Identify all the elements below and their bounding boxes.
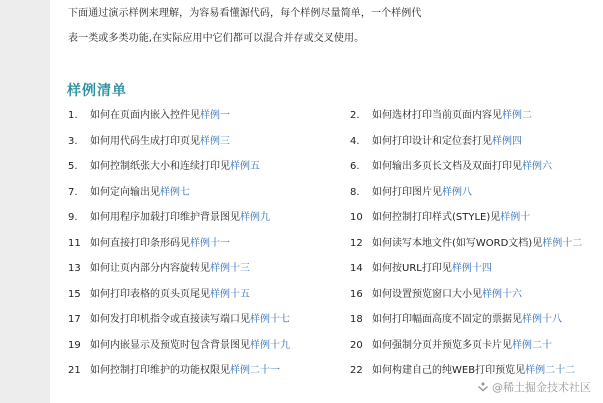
item-description: 如何控制打印维护的功能权限见	[90, 365, 230, 376]
item-description: 如何内嵌显示及预览时包含背景图见	[90, 339, 250, 351]
item-text	[90, 262, 250, 276]
item-number: 4.	[350, 135, 360, 147]
example-link[interactable]: 样例六	[522, 161, 552, 172]
item-description: 如何让页内部分内容旋转见	[90, 263, 210, 274]
item-description: 如何构建自己的纯WEB打印预览见	[372, 365, 526, 376]
example-link[interactable]: 样例二	[502, 110, 532, 121]
watermark	[477, 379, 591, 395]
item-description: 如何控制纸张大小和连续打印见	[90, 161, 230, 172]
item-text	[372, 364, 575, 378]
item-text	[372, 211, 530, 225]
item-text	[372, 288, 522, 302]
example-link[interactable]: 样例八	[442, 186, 472, 198]
item-number: 16	[350, 288, 363, 300]
item-description: 如何打印图片见	[372, 186, 442, 198]
item-description: 如何读写本地文件(如写WORD文档)见	[372, 237, 543, 249]
item-text	[372, 237, 582, 251]
example-link[interactable]: 样例七	[160, 186, 190, 198]
item-text	[90, 339, 290, 353]
item-text	[372, 160, 552, 174]
juejin-logo-icon	[477, 381, 489, 393]
item-description: 如何控制打印样式(STYLE)见	[372, 212, 501, 223]
item-number: 11	[68, 237, 81, 249]
example-link[interactable]: 样例五	[230, 161, 260, 172]
example-link[interactable]: 样例四	[492, 135, 522, 147]
item-number: 5.	[68, 161, 78, 172]
watermark-text: @稀土掘金技术社区	[492, 381, 591, 394]
item-description: 如何打印表格的页头页尾见	[90, 288, 210, 300]
item-text	[90, 160, 260, 174]
example-link[interactable]: 样例二十二	[525, 365, 576, 376]
item-description: 如何设置预览窗口大小见	[372, 288, 482, 300]
item-description: 如何定向输出见	[90, 186, 160, 198]
intro-line-1: 下面通过演示样例来理解，为容易看懂源代码，每个样例尽量简单，一个样例代	[68, 8, 422, 19]
item-number: 15	[68, 288, 81, 300]
item-number: 10	[350, 212, 363, 223]
example-link[interactable]: 样例十四	[451, 263, 492, 274]
example-link[interactable]: 样例十八	[522, 314, 562, 325]
example-link[interactable]: 样例十七	[250, 314, 290, 325]
item-description: 如何用代码生成打印页见	[90, 135, 200, 147]
example-link[interactable]: 样例三	[200, 135, 230, 147]
section-heading: 样例清单	[67, 83, 127, 99]
item-number: 13	[68, 263, 81, 274]
item-description: 如何按URL打印见	[372, 263, 452, 274]
item-number: 3.	[68, 135, 78, 147]
intro-line-2: 表一类或多类功能,在实际应用中它们都可以混合并存或交叉使用。	[68, 33, 365, 44]
example-list	[50, 0, 603, 403]
item-description: 如何用程序加载打印维护背景图见	[90, 212, 240, 223]
item-text	[90, 211, 270, 225]
item-number: 8.	[350, 186, 360, 198]
item-number: 17	[68, 314, 81, 325]
example-link[interactable]: 样例十九	[250, 339, 290, 351]
example-link[interactable]: 样例十五	[210, 288, 250, 300]
item-number: 6.	[350, 161, 360, 172]
example-link[interactable]: 样例十三	[210, 263, 250, 274]
example-link[interactable]: 样例一	[200, 110, 230, 121]
example-link[interactable]: 样例二十一	[230, 365, 280, 376]
example-link[interactable]: 样例十六	[482, 288, 522, 300]
item-text	[90, 313, 290, 327]
item-number: 21	[68, 365, 81, 376]
item-description: 如何在页面内嵌入控件见	[90, 110, 200, 121]
item-description: 如何打印设计和定位套打见	[372, 135, 492, 147]
item-text	[372, 262, 492, 276]
item-number: 14	[350, 263, 363, 274]
item-text	[90, 109, 230, 123]
item-number: 7.	[68, 186, 78, 198]
item-description: 如何发打印机指令或直接读写端口见	[90, 314, 250, 325]
item-number: 22	[350, 365, 363, 376]
example-link[interactable]: 样例九	[240, 212, 270, 223]
example-link[interactable]: 样例二十	[512, 339, 552, 351]
item-number: 19	[68, 339, 81, 351]
item-text	[372, 313, 562, 327]
page-margin	[0, 0, 50, 403]
item-text	[90, 237, 230, 251]
item-number: 20	[350, 339, 363, 351]
item-text	[372, 186, 472, 200]
item-text	[90, 288, 250, 302]
item-description: 如何直接打印条形码见	[90, 237, 190, 249]
item-description: 如何强制分页并预览多页卡片见	[372, 339, 512, 351]
document-page	[50, 0, 603, 403]
item-number: 2.	[350, 110, 360, 121]
item-description: 如何输出多页长文档及双面打印见	[372, 161, 522, 172]
example-link[interactable]: 样例十二	[542, 237, 583, 249]
item-number: 12	[350, 237, 363, 249]
item-number: 1.	[68, 110, 78, 121]
item-text	[372, 339, 552, 353]
item-text	[90, 364, 280, 378]
example-link[interactable]: 样例十一	[190, 237, 230, 249]
item-description: 如何选材打印当前页面内容见	[372, 110, 502, 121]
item-description: 如何打印幅面高度不固定的票据见	[372, 314, 522, 325]
item-number: 9.	[68, 212, 78, 223]
item-text	[372, 109, 532, 123]
item-number: 18	[350, 314, 363, 325]
item-text	[90, 135, 230, 149]
example-link[interactable]: 样例十	[500, 212, 531, 223]
item-text	[90, 186, 190, 200]
item-text	[372, 135, 522, 149]
